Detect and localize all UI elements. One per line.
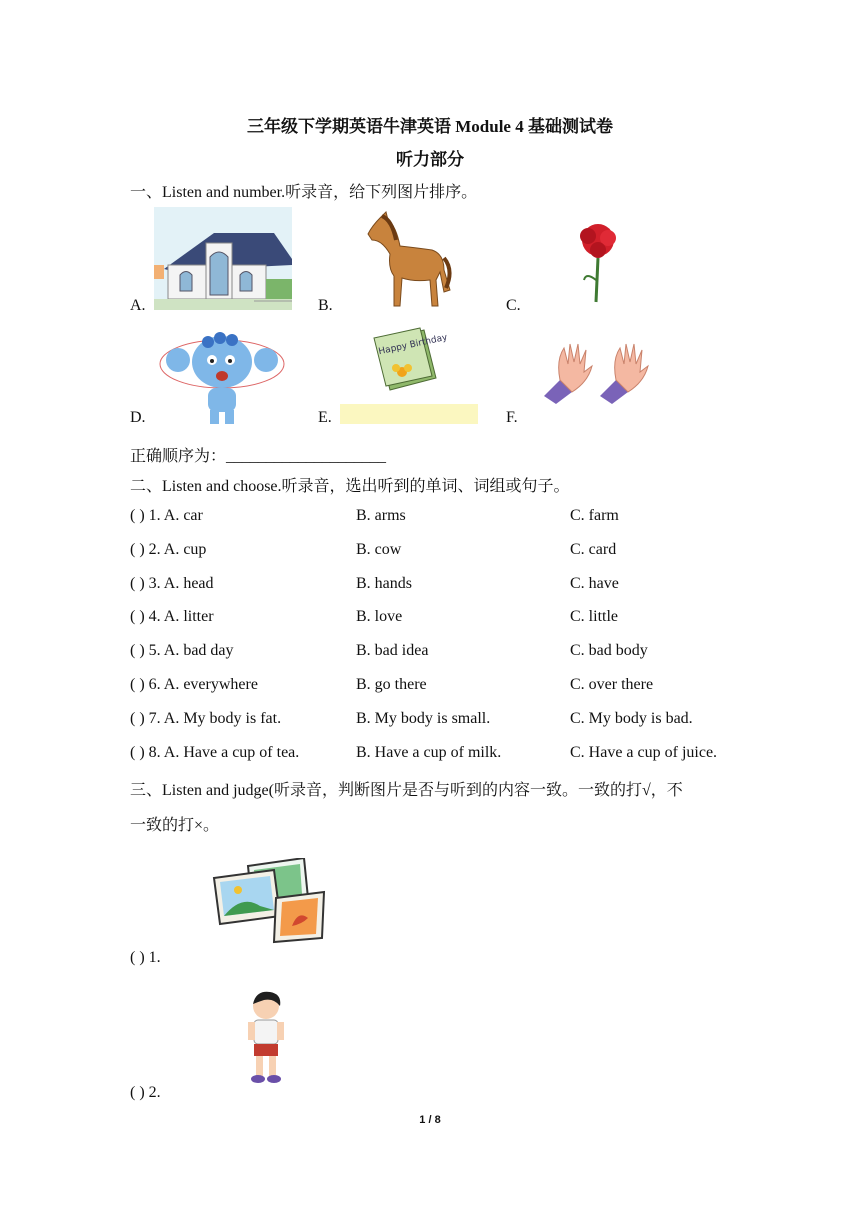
question-7-a: ( ) 7. A. My body is fat. (130, 710, 282, 727)
question-1-c: C. farm (570, 507, 619, 524)
page-title: 三年级下学期英语牛津英语 Module 4 基础测试卷 (247, 117, 613, 136)
section-2-heading: 二、Listen and choose.听录音，选出听到的单词、词组或句子。 (130, 478, 570, 495)
house-icon (154, 207, 292, 310)
question-5-c: C. bad body (570, 642, 648, 659)
question-6-a: ( ) 6. A. everywhere (130, 676, 258, 693)
page-number: 1 / 8 (419, 1114, 441, 1126)
question-6-b: B. go there (356, 676, 427, 693)
hands-icon (542, 340, 654, 406)
judge-item-1: ( ) 1. (130, 949, 161, 966)
question-8-b: B. Have a cup of milk. (356, 744, 502, 761)
card-highlight (340, 404, 478, 424)
question-3-c: C. have (570, 575, 619, 592)
question-4-b: B. love (356, 608, 403, 625)
option-label-a: A. (130, 297, 146, 314)
option-label-e: E. (318, 409, 332, 426)
photos-icon (212, 858, 326, 944)
question-2-b: B. cow (356, 541, 402, 558)
card-text: Happy Birthday (377, 332, 449, 358)
question-5-a: ( ) 5. A. bad day (130, 642, 234, 659)
section-3-heading-line2: 一致的打×。 (130, 817, 220, 834)
answer-blank[interactable]: ____________________ (226, 448, 387, 465)
answer-label (130, 443, 386, 466)
option-label-c: C. (506, 297, 521, 314)
question-1-a: ( ) 1. A. car (130, 507, 203, 524)
carnation-icon (574, 222, 622, 304)
boy-icon (240, 990, 288, 1084)
option-label-f: F. (506, 409, 518, 426)
question-2-c: C. card (570, 541, 617, 558)
question-6-c: C. over there (570, 676, 654, 693)
question-3-b: B. hands (356, 575, 412, 592)
question-8-c: C. Have a cup of juice. (570, 744, 718, 761)
page-subtitle: 听力部分 (396, 150, 464, 169)
question-3-a: ( ) 3. A. head (130, 575, 214, 592)
question-7-b: B. My body is small. (356, 710, 491, 727)
section-3-heading-line1: 三、Listen and judge(听录音，判断图片是否与听到的内容一致。一致的打√，不 (130, 782, 683, 799)
horse-icon (366, 210, 454, 310)
question-4-a: ( ) 4. A. litter (130, 608, 214, 625)
question-5-b: B. bad idea (356, 642, 429, 659)
question-2-a: ( ) 2. A. cup (130, 541, 207, 558)
question-4-c: C. little (570, 608, 618, 625)
question-8-a: ( ) 8. A. Have a cup of tea. (130, 744, 300, 761)
judge-item-2: ( ) 2. (130, 1084, 161, 1101)
section-1-heading: 一、Listen and number.听录音，给下列图片排序。 (130, 184, 478, 201)
option-label-b: B. (318, 297, 333, 314)
answer-label-text: 正确顺序为： (130, 448, 227, 465)
birthday-card-icon (370, 326, 449, 396)
question-7-c: C. My body is bad. (570, 710, 693, 727)
option-label-d: D. (130, 409, 146, 426)
cartoon-creature-icon (158, 330, 286, 426)
question-1-b: B. arms (356, 507, 406, 524)
